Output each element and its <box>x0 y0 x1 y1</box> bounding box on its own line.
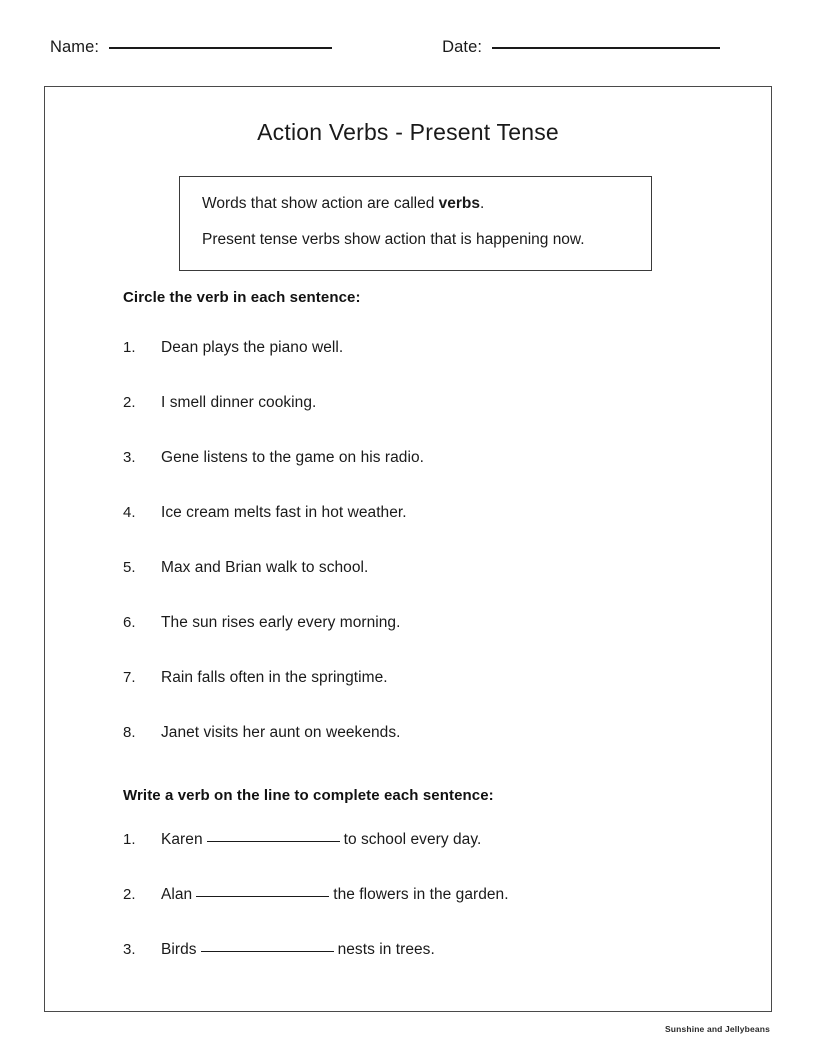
fill-blank-row[interactable] <box>123 886 743 941</box>
question-number: 3. <box>123 941 136 958</box>
worksheet-border-frame <box>44 86 772 1012</box>
date-write-in-line[interactable] <box>492 47 720 49</box>
definition-keyword: verbs <box>438 195 481 212</box>
student-info-header <box>50 38 768 68</box>
question-row[interactable] <box>123 394 743 449</box>
name-label: Name: <box>50 38 100 56</box>
question-text: I smell dinner cooking. <box>161 394 317 411</box>
question-text: Gene listens to the game on his radio. <box>161 449 424 466</box>
section-one-heading: Circle the verb in each sentence: <box>123 289 361 306</box>
section-one-question-list <box>123 339 743 779</box>
question-number: 2. <box>123 394 136 411</box>
fill-blank-row[interactable] <box>123 831 743 886</box>
question-text: Dean plays the piano well. <box>161 339 344 356</box>
question-number: 8. <box>123 724 136 741</box>
page-title: Action Verbs - Present Tense <box>257 119 559 145</box>
question-row[interactable] <box>123 449 743 504</box>
question-text: Max and Brian walk to school. <box>161 559 369 576</box>
question-text: Rain falls often in the springtime. <box>161 669 388 686</box>
question-number: 2. <box>123 886 136 903</box>
answer-blank-line[interactable] <box>196 896 329 897</box>
question-number: 1. <box>123 339 136 356</box>
date-label: Date: <box>442 38 483 56</box>
question-text <box>161 831 481 849</box>
sentence-after-blank: to school every day. <box>343 831 482 848</box>
name-field-group <box>50 38 332 57</box>
question-text <box>161 941 435 959</box>
answer-blank-line[interactable] <box>207 841 340 842</box>
section-two-question-list <box>123 831 743 996</box>
date-field-group <box>442 38 720 57</box>
question-text: The sun rises early every morning. <box>161 614 401 631</box>
definition-box <box>179 176 652 271</box>
question-text <box>161 886 509 904</box>
fill-blank-row[interactable] <box>123 941 743 996</box>
question-number: 3. <box>123 449 136 466</box>
question-row[interactable] <box>123 339 743 394</box>
definition-line-1-suffix: . <box>480 195 485 212</box>
sentence-before-blank: Karen <box>161 831 203 848</box>
question-text: Janet visits her aunt on weekends. <box>161 724 401 741</box>
question-row[interactable] <box>123 724 743 779</box>
question-number: 7. <box>123 669 136 686</box>
definition-line-2: Present tense verbs show action that is happening now. <box>202 231 585 249</box>
sentence-after-blank: the flowers in the garden. <box>333 886 509 903</box>
section-two-heading: Write a verb on the line to complete each sentence: <box>123 787 494 804</box>
question-number: 5. <box>123 559 136 576</box>
question-number: 6. <box>123 614 136 631</box>
question-number: 1. <box>123 831 136 848</box>
sentence-before-blank: Birds <box>161 941 197 958</box>
question-row[interactable] <box>123 614 743 669</box>
sentence-before-blank: Alan <box>161 886 193 903</box>
footer-credit: Sunshine and Jellybeans <box>664 1024 770 1034</box>
question-number: 4. <box>123 504 136 521</box>
definition-line-1 <box>202 193 629 215</box>
question-text: Ice cream melts fast in hot weather. <box>161 504 407 521</box>
question-row[interactable] <box>123 559 743 614</box>
question-row[interactable] <box>123 504 743 559</box>
answer-blank-line[interactable] <box>201 951 334 952</box>
question-row[interactable] <box>123 669 743 724</box>
name-write-in-line[interactable] <box>109 47 332 49</box>
definition-line-1-prefix: Words that show action are called <box>202 195 439 212</box>
sentence-after-blank: nests in trees. <box>337 941 435 958</box>
